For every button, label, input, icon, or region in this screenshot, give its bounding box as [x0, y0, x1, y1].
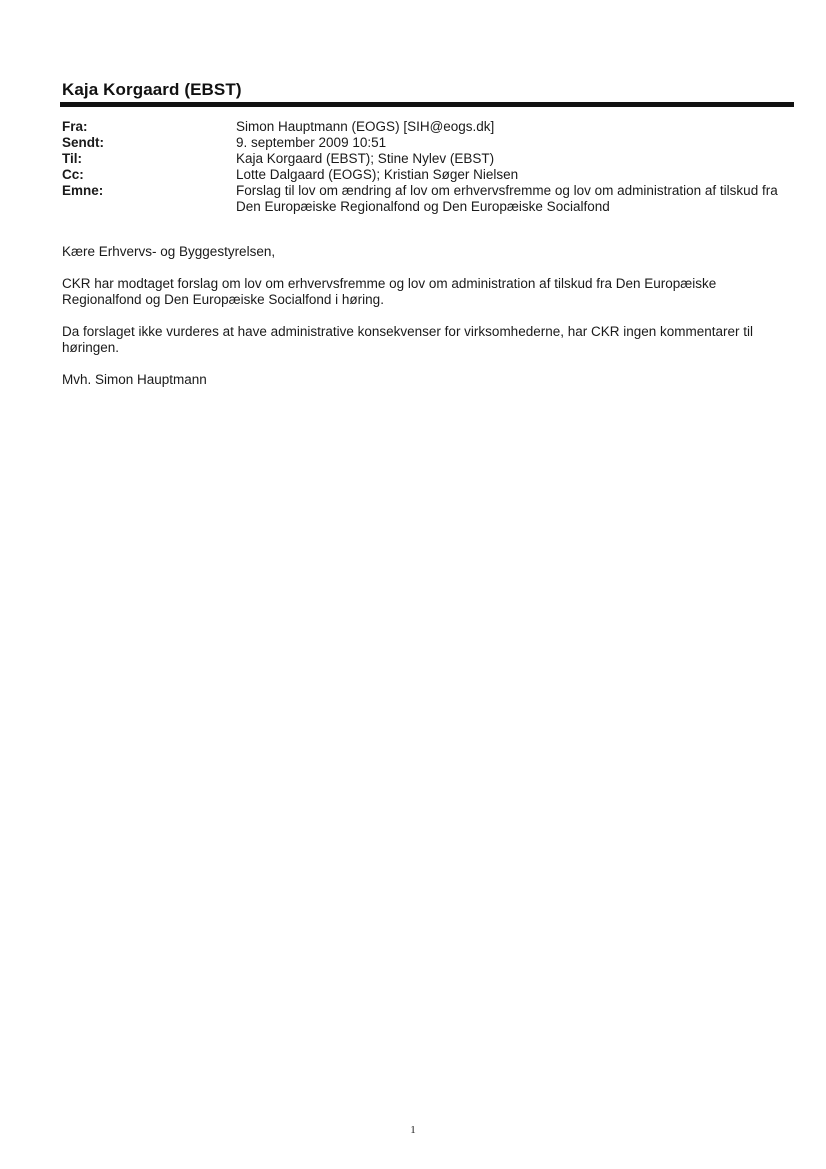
sent-value: 9. september 2009 10:51	[236, 135, 387, 150]
email-signoff: Mvh. Simon Hauptmann	[62, 372, 207, 387]
header-row-from	[62, 119, 792, 135]
to-value: Kaja Korgaard (EBST); Stine Nylev (EBST)	[236, 151, 495, 166]
cc-label: Cc:	[62, 167, 84, 182]
header-divider	[60, 102, 794, 107]
header-row-cc	[62, 167, 792, 183]
subject-label: Emne:	[62, 183, 104, 198]
subject-value: Forslag til lov om ændring af lov om erhvervsfremme og lov om administration af tilskud fra Den Europæiske Regionalfond og Den Europæiske Socialfond	[236, 183, 778, 214]
email-body	[62, 244, 782, 404]
header-row-sent	[62, 135, 792, 151]
header-row-to	[62, 151, 792, 167]
cc-value: Lotte Dalgaard (EOGS); Kristian Søger Nielsen	[236, 167, 519, 182]
page-number: 1	[410, 1124, 416, 1136]
to-label: Til:	[62, 151, 82, 166]
email-paragraph: CKR har modtaget forslag om lov om erhvervsfremme og lov om administration af tilskud fra Den Europæiske Regionalfond og Den Europæiske Socialfond i høring.	[62, 276, 717, 307]
from-label: Fra:	[62, 119, 88, 134]
sent-label: Sendt:	[62, 135, 104, 150]
email-paragraph: Da forslaget ikke vurderes at have administrative konsekvenser for virksomhederne, har CKR ingen kommentarer til høringen.	[62, 324, 754, 355]
mailbox-owner-name: Kaja Korgaard (EBST)	[62, 80, 242, 99]
email-greeting: Kære Erhvervs- og Byggestyrelsen,	[62, 244, 276, 259]
header-row-subject	[62, 183, 792, 215]
email-header-fields	[62, 119, 792, 215]
from-value: Simon Hauptmann (EOGS) [SIH@eogs.dk]	[236, 119, 495, 134]
